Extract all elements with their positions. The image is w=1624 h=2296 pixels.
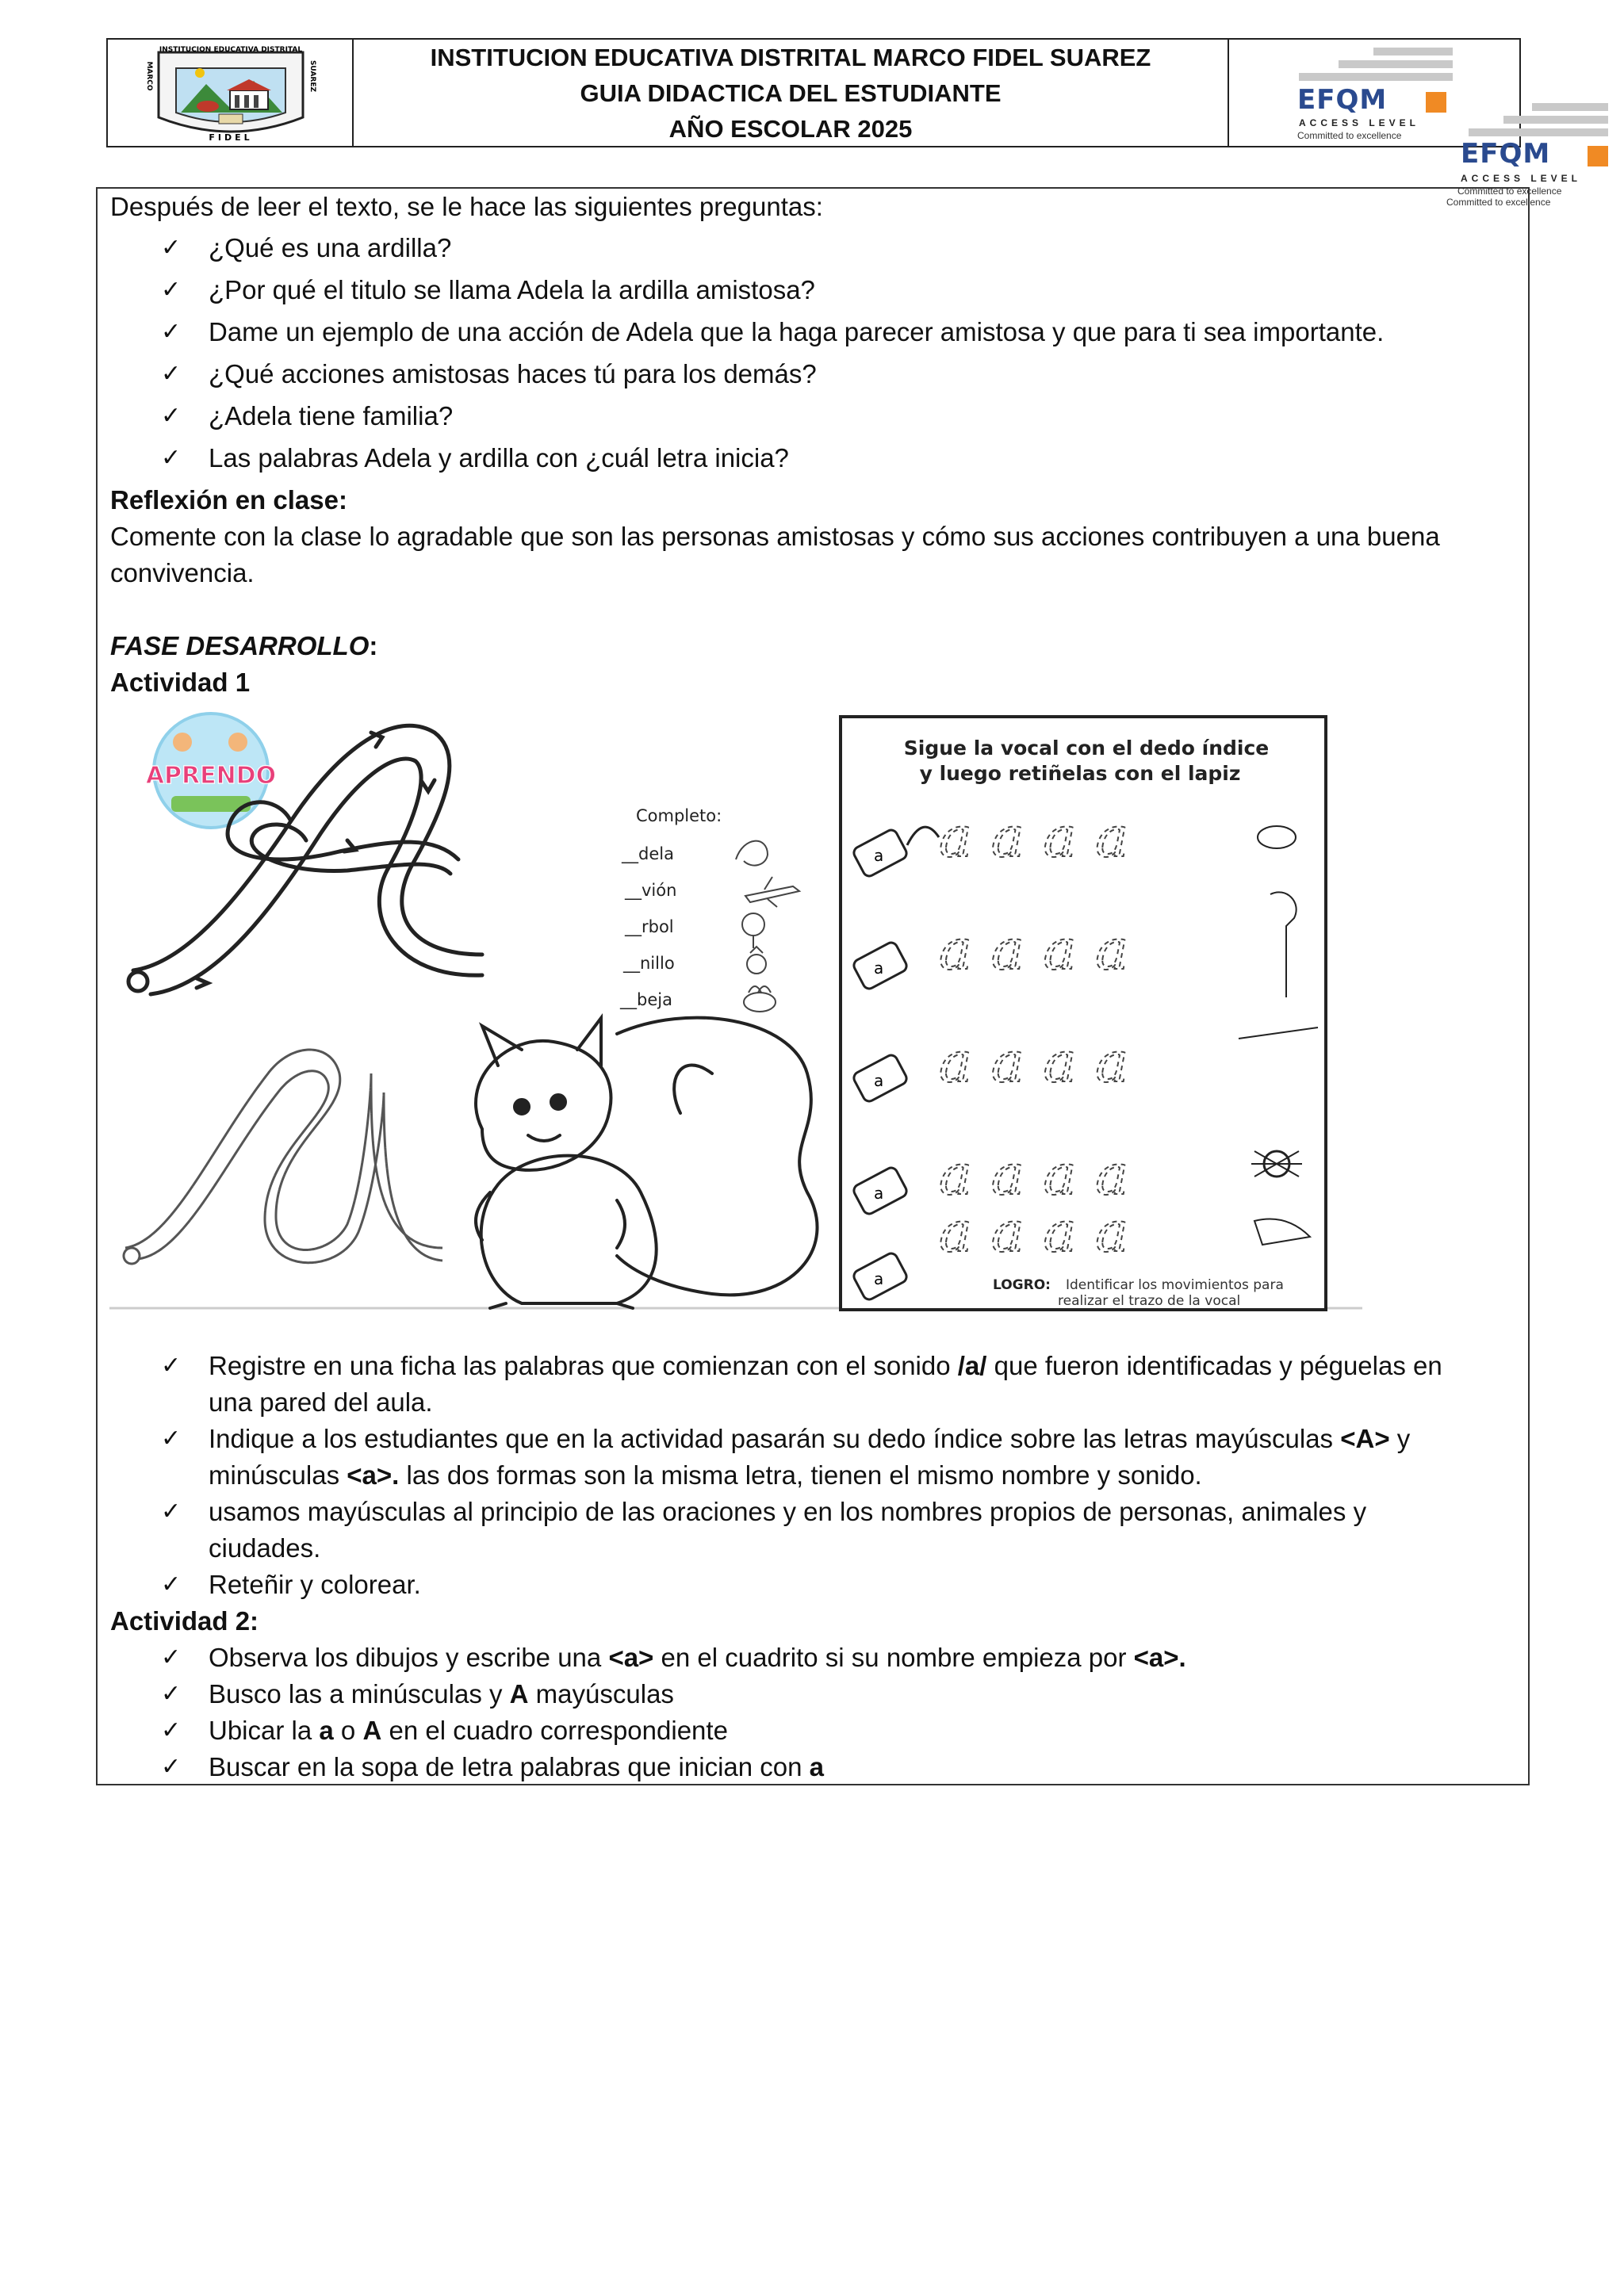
svg-text:aaaa: aaaa: [939, 805, 1147, 870]
activity1-item: usamos mayúsculas al principio de las oraciones y en los nombres propios de personas, animales y: [209, 1497, 1367, 1526]
svg-text:Sigue la vocal con el dedo índ: Sigue la vocal con el dedo índice: [903, 737, 1270, 760]
check-icon: ✓: [161, 1716, 182, 1744]
efqm-badge-logo: EFQM ACCESS LEVEL Committed to excellence: [1291, 43, 1465, 154]
activity2-item: Ubicar la a o A en el cuadro correspondiente: [209, 1716, 728, 1745]
activity2-item: Buscar en la sopa de letra palabras que inician con a: [209, 1752, 825, 1781]
svg-text:APRENDO: APRENDO: [145, 762, 277, 790]
activity1-item-line2: una pared del aula.: [209, 1387, 433, 1417]
tracing-row: [852, 1027, 1318, 1104]
tracing-row: [852, 805, 1296, 878]
svg-text:realizar el trazo de la vocal: realizar el trazo de la vocal: [1058, 1293, 1241, 1308]
tracing-row: [852, 892, 1297, 997]
activity1-item: Registre en una ficha las palabras que comienzan con el sonido /a/ que fueron identificadas y péguelas en: [209, 1351, 1442, 1380]
svg-text:a: a: [874, 1184, 884, 1203]
question-item: ¿Qué es una ardilla?: [209, 233, 452, 262]
questions-intro: Después de leer el texto, se le hace las siguientes preguntas:: [110, 192, 823, 221]
check-icon: ✓: [161, 234, 182, 262]
svg-text:__rbol: __rbol: [625, 917, 674, 936]
check-icon: ✓: [161, 1680, 182, 1708]
svg-text:__vión: __vión: [625, 881, 677, 900]
bee-icon: [1258, 826, 1296, 848]
svg-text:LOGRO:: LOGRO:: [993, 1277, 1051, 1293]
tracing-worksheet-drawing: [842, 718, 1324, 1308]
check-icon: ✓: [161, 1425, 182, 1452]
guide-title: GUIA DIDACTICA DEL ESTUDIANTE: [580, 78, 1002, 107]
svg-text:y luego retiñelas con el lapiz: y luego retiñelas con el lapiz: [919, 762, 1241, 785]
check-icon: ✓: [161, 1644, 182, 1671]
svg-text:SUAREZ: SUAREZ: [308, 59, 316, 93]
question-item: ¿Adela tiene familia?: [209, 401, 454, 430]
question-item: ¿Qué acciones amistosas haces tú para los demás?: [209, 359, 817, 388]
question-item: Dame un ejemplo de una acción de Adela que la haga parecer amistosa y que para ti sea importante.: [209, 317, 1385, 346]
svg-text:MARCO: MARCO: [145, 61, 153, 91]
reflection-heading: Reflexión en clase:: [110, 485, 347, 515]
check-icon: ✓: [161, 318, 182, 346]
svg-text:Completo:: Completo:: [636, 806, 722, 825]
tracing-worksheet: [839, 715, 1327, 1311]
svg-text:__nillo: __nillo: [623, 954, 675, 973]
activity1-item-line2: ciudades.: [209, 1533, 321, 1563]
efqm-badge-logo-overlay: EFQM ACCESS LEVEL Committed to excellence Committed to excellence: [1437, 92, 1611, 203]
activity1-item: Reteñir y colorear.: [209, 1570, 421, 1599]
school-year: AÑO ESCOLAR 2025: [668, 114, 913, 143]
reflection-text-line: Comente con la clase lo agradable que son las personas amistosas y cómo sus acciones contribuyen a una buena: [110, 522, 1440, 551]
svg-text:FIDEL: FIDEL: [209, 132, 253, 143]
woman-icon: [1270, 892, 1297, 997]
svg-text:aaaa: aaaa: [939, 1200, 1147, 1265]
check-icon: ✓: [161, 1498, 182, 1525]
check-icon: ✓: [161, 402, 182, 430]
svg-text:aaaa: aaaa: [939, 1030, 1147, 1095]
svg-text:a: a: [874, 846, 884, 865]
phase-title: FASE DESARROLLO:: [110, 631, 378, 660]
svg-text:a: a: [874, 1071, 884, 1090]
activity2-heading: Actividad 2:: [110, 1606, 259, 1636]
activity1-heading: Actividad 1: [110, 668, 251, 697]
check-icon: ✓: [161, 360, 182, 388]
svg-text:a: a: [874, 959, 884, 978]
question-item: ¿Por qué el titulo se llama Adela la ardilla amistosa?: [209, 275, 815, 304]
header-table: [106, 38, 1521, 147]
school-name: INSTITUCION EDUCATIVA DISTRITAL MARCO FIDEL SUAREZ: [430, 43, 1151, 71]
reflection-text-line: convivencia.: [110, 558, 255, 587]
activity2-item: Busco las a minúsculas y A mayúsculas: [209, 1679, 674, 1709]
check-icon: ✓: [161, 1352, 182, 1380]
school-crest-logo: [135, 44, 327, 143]
check-icon: ✓: [161, 276, 182, 304]
svg-text:aaaa: aaaa: [939, 1142, 1147, 1207]
svg-text:a: a: [874, 1269, 884, 1288]
check-icon: ✓: [161, 1571, 182, 1598]
question-item: Las palabras Adela y ardilla con ¿cuál letra inicia?: [209, 443, 789, 473]
crest-cell: [108, 40, 354, 146]
svg-text:aaaa: aaaa: [939, 917, 1147, 982]
check-icon: ✓: [161, 444, 182, 472]
svg-text:Identificar los movimientos pa: Identificar los movimientos para: [1066, 1277, 1284, 1293]
title-cell: [354, 40, 1229, 146]
check-icon: ✓: [161, 1753, 182, 1781]
svg-text:__dela: __dela: [622, 844, 674, 863]
svg-text:__beja: __beja: [620, 990, 672, 1009]
svg-text:INSTITUCION EDUCATIVA DISTRITA: INSTITUCION EDUCATIVA DISTRITAL: [159, 46, 303, 54]
activity1-item-line2: minúsculas <a>. las dos formas son la misma letra, tienen el mismo nombre y sonido.: [209, 1460, 1202, 1490]
wing-icon: [1254, 1219, 1310, 1246]
activity1-item: Indique a los estudiantes que en la actividad pasarán su dedo índice sobre las letras mayúsculas <A> y: [209, 1424, 1411, 1453]
activity2-item: Observa los dibujos y escribe una <a> en el cuadrito si su nombre empieza por <a>.: [209, 1643, 1186, 1672]
